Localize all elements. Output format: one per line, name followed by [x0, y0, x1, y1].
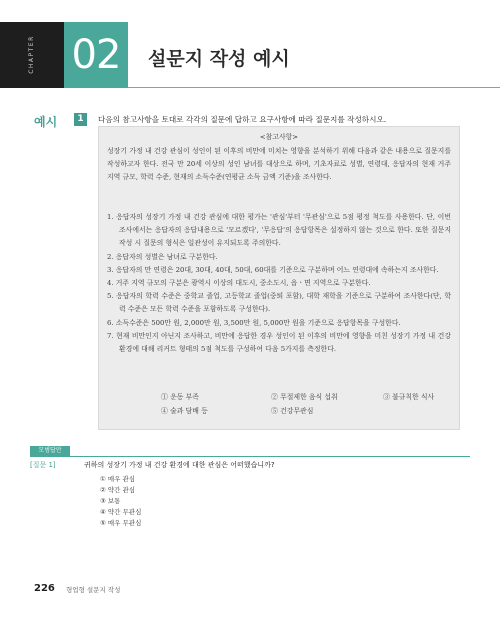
reference-box — [98, 126, 460, 430]
reference-choice: ② 무절제한 음식 섭취 — [271, 393, 338, 401]
reference-choice: ④ 술과 담배 등 — [161, 407, 208, 415]
reference-intro: 성장기 가정 내 건강 관심이 성인이 된 이후의 비만에 미치는 영향을 분석하기 위해 다음과 같은 내용으로 질문지를 작성하고자 한다. 전국 만 20세 이상의 성인 남녀를 대상으로 하며, 기초자료로 성별, 연령대, 응답자의 현재 거주 지역 규모, 학력 수준, 현재의 소득수준(연평균 소득 금액 기준)을 조사한다. — [107, 147, 451, 182]
reference-item: 6. 소득수준은 500만 원, 2,000만 원, 3,500만 원, 5,000만 원을 기준으로 응답항목을 구성한다. — [107, 318, 401, 327]
reference-choice: ① 운동 부족 — [161, 393, 199, 401]
reference-item: 7. 현재 비만인지 아닌지 조사하고, 비만에 응답한 경우 성인이 된 이후의 비만에 영향을 미친 성장기 가정 내 건강 환경에 대해 리커트 형태의 5점 척도를 구성하여 다음 5가지를 측정한다. — [107, 331, 451, 354]
example-number-badge: 1 — [74, 113, 87, 126]
model-answer-divider — [30, 456, 470, 457]
example-instruction: 다음의 참고사항을 토대로 각각의 질문에 답하고 요구사항에 따라 질문지를 작성하시오. — [98, 115, 387, 124]
answer-option: ④ 약간 무관심 — [100, 508, 142, 516]
page-number: 226 — [34, 583, 55, 594]
reference-choices-row — [161, 391, 461, 404]
reference-item: 2. 응답자의 성별은 남녀로 구분한다. — [107, 252, 218, 261]
answer-option: ⑤ 매우 무관심 — [100, 519, 142, 527]
header-divider — [128, 87, 500, 88]
answer-option: ① 매우 관심 — [100, 475, 136, 483]
reference-list — [107, 211, 451, 356]
answer-options — [100, 474, 141, 529]
reference-choice: ⑤ 건강무관심 — [271, 407, 314, 415]
reference-choice: ③ 불규칙한 식사 — [383, 393, 435, 401]
answer-option: ③ 보통 — [100, 497, 121, 505]
running-title: 형업형 설문지 작성 — [66, 586, 121, 594]
chapter-label-text: CHAPTER — [27, 34, 35, 74]
reference-item: 5. 응답자의 학력 수준은 중학교 졸업, 고등학교 졸업(중퇴 포함), 대학 재학을 기준으로 구분하여 조사한다(단, 학력 수준은 모든 학력 수준을 포함하도록 구성한다). — [107, 292, 451, 314]
example-label: 예시 — [34, 115, 58, 129]
reference-item: 1. 응답자의 성장기 가정 내 건강 관심에 대한 평가는 '관심'부터 '무관심'으로 5점 평정 척도를 사용한다. 단, 이번 조사에서는 응답자의 응답내용으로 '모르겠다', '무응답'의 응답항목은 설정하지 않는 것으로 한다. 또한 질문지 작성 시 질문의 형식은 일관성이 유지되도록 주의한다. — [107, 213, 451, 248]
question-label: [질문 1] — [30, 461, 56, 469]
reference-item: 3. 응답자의 만 연령은 20대, 30대, 40대, 50대, 60대를 기준으로 구분하며 어느 연령대에 속하는지 조사한다. — [107, 265, 439, 274]
reference-title: <참고사항> — [259, 133, 299, 141]
model-answer-tag: 모범답안 — [30, 446, 70, 456]
answer-option: ② 약간 관심 — [100, 486, 136, 494]
reference-choices-row — [161, 405, 461, 418]
page-title: 설문지 작성 예시 — [148, 48, 290, 70]
chapter-label — [24, 28, 38, 80]
chapter-number: 02 — [71, 32, 121, 78]
question-text: 귀하의 성장기 가정 내 건강 환경에 대한 관심은 어떠했습니까? — [84, 461, 275, 469]
reference-item: 4. 거주 지역 규모의 구분은 광역시 이상의 대도시, 중소도시, 읍ㆍ면 지역으로 구분한다. — [107, 279, 371, 288]
